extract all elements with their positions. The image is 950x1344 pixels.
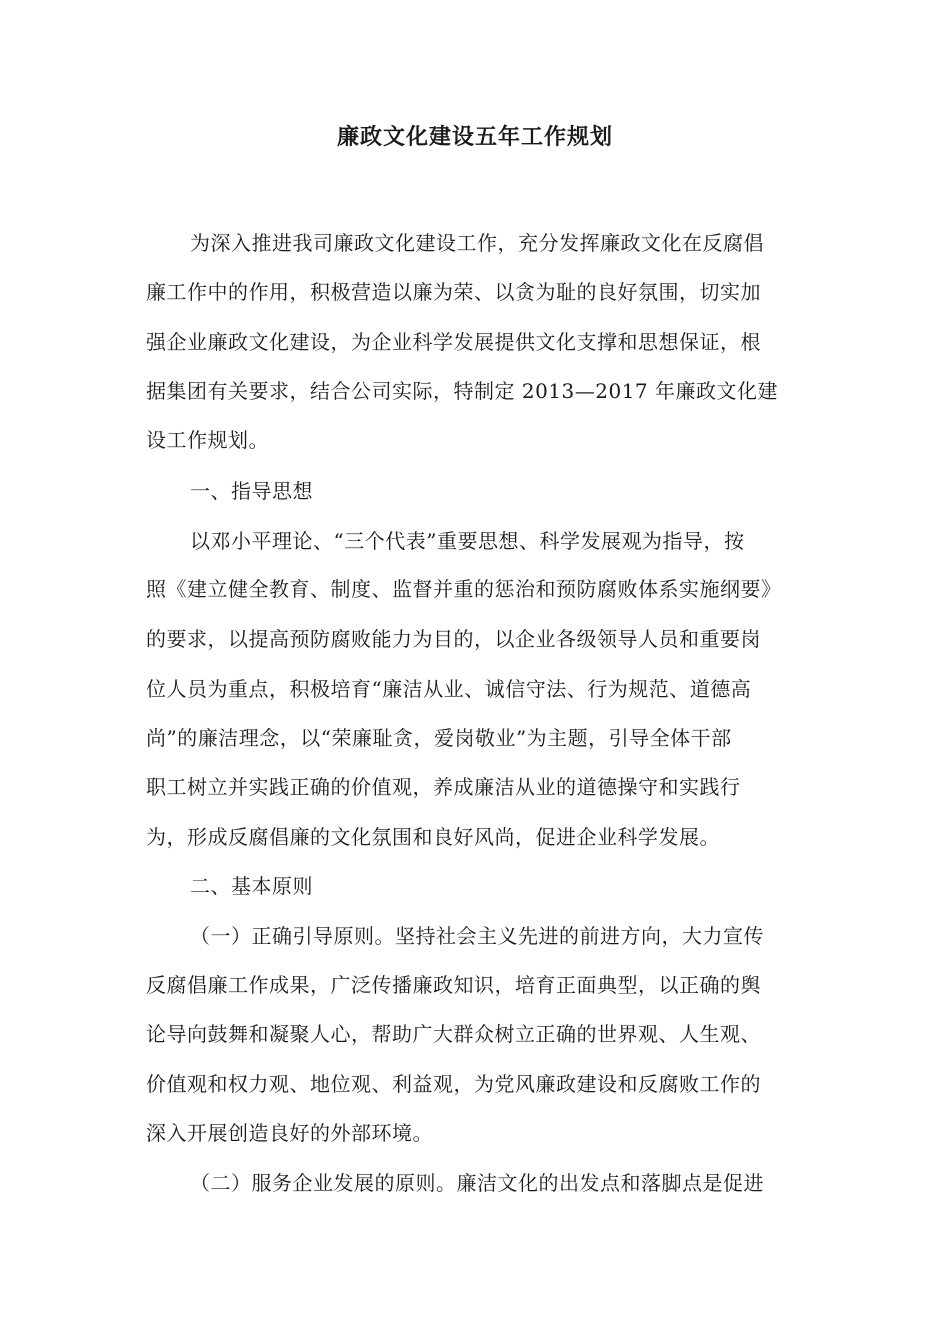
paragraph-line: 廉工作中的作用，积极营造以廉为荣、以贪为耻的良好氛围，切实加 bbox=[146, 280, 761, 304]
paragraph-line: （二）服务企业发展的原则。廉洁文化的出发点和落脚点是促进 bbox=[190, 1171, 764, 1195]
paragraph-line: 据集团有关要求，结合公司实际，特制定 2013—2017 年廉政文化建 bbox=[146, 379, 779, 403]
paragraph-line: 照《建立健全教育、制度、监督并重的惩治和预防腐败体系实施纲要》 bbox=[146, 577, 782, 601]
paragraph-line: 深入开展创造良好的外部环境。 bbox=[146, 1121, 433, 1145]
paragraph-line: 为深入推进我司廉政文化建设工作，充分发挥廉政文化在反腐倡 bbox=[190, 231, 764, 255]
paragraph-line: （一）正确引导原则。坚持社会主义先进的前进方向，大力宣传 bbox=[190, 924, 764, 948]
section-heading: 二、基本原则 bbox=[190, 874, 313, 898]
paragraph-line: 设工作规划。 bbox=[146, 428, 269, 452]
section-heading: 一、指导思想 bbox=[190, 479, 313, 503]
paragraph-line: 论导向鼓舞和凝聚人心，帮助广大群众树立正确的世界观、人生观、 bbox=[146, 1022, 761, 1046]
paragraph-line: 位人员为重点，积极培育“廉洁从业、诚信守法、行为规范、道德高 bbox=[146, 677, 752, 701]
paragraph-line: 职工树立并实践正确的价值观，养成廉洁从业的道德操守和实践行 bbox=[146, 775, 741, 799]
paragraph-line: 的要求，以提高预防腐败能力为目的，以企业各级领导人员和重要岗 bbox=[146, 627, 761, 651]
paragraph-line: 尚”的廉洁理念，以“荣廉耻贪，爱岗敬业”为主题，引导全体干部 bbox=[146, 726, 732, 750]
paragraph-line: 反腐倡廉工作成果，广泛传播廉政知识，培育正面典型，以正确的舆 bbox=[146, 973, 761, 997]
paragraph-line: 以邓小平理论、“三个代表”重要思想、科学发展观为指导，按 bbox=[190, 529, 745, 553]
paragraph-line: 强企业廉政文化建设，为企业科学发展提供文化支撑和思想保证，根 bbox=[146, 330, 761, 354]
paragraph-line: 价值观和权力观、地位观、利益观，为党风廉政建设和反腐败工作的 bbox=[146, 1072, 761, 1096]
document-title: 廉政文化建设五年工作规划 bbox=[336, 124, 613, 150]
paragraph-line: 为，形成反腐倡廉的文化氛围和良好风尚，促进企业科学发展。 bbox=[146, 825, 720, 849]
